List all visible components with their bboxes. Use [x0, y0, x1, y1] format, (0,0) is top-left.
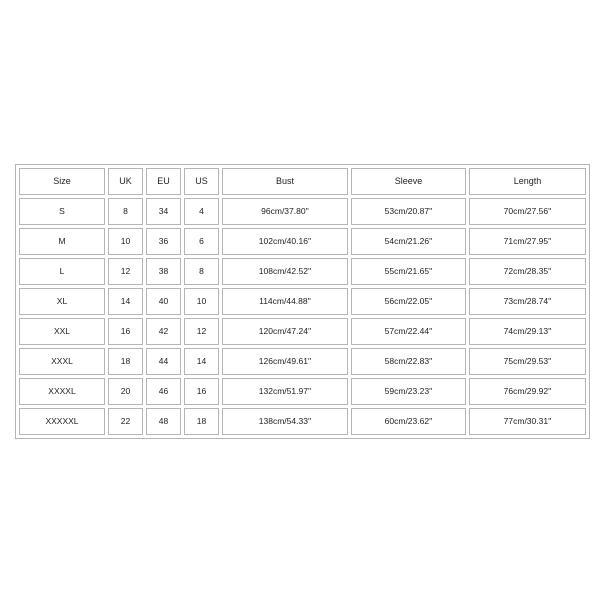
table-row	[19, 348, 586, 375]
us-cell: 8	[184, 258, 219, 285]
header-size: Size	[19, 168, 105, 195]
size-cell: XXXXL	[19, 378, 105, 405]
sleeve-cell: 56cm/22.05''	[351, 288, 466, 315]
sleeve-cell: 54cm/21.26''	[351, 228, 466, 255]
bust-cell: 138cm/54.33''	[222, 408, 348, 435]
table-row	[19, 228, 586, 255]
us-cell: 6	[184, 228, 219, 255]
header-uk: UK	[108, 168, 143, 195]
length-cell: 76cm/29.92''	[469, 378, 586, 405]
header-us: US	[184, 168, 219, 195]
header-eu: EU	[146, 168, 181, 195]
size-cell: XXXXXL	[19, 408, 105, 435]
eu-cell: 38	[146, 258, 181, 285]
uk-cell: 10	[108, 228, 143, 255]
size-cell: M	[19, 228, 105, 255]
length-cell: 74cm/29.13''	[469, 318, 586, 345]
bust-cell: 96cm/37.80''	[222, 198, 348, 225]
size-chart-table	[15, 164, 590, 439]
table-row	[19, 318, 586, 345]
uk-cell: 12	[108, 258, 143, 285]
eu-cell: 48	[146, 408, 181, 435]
table-row	[19, 258, 586, 285]
bust-cell: 132cm/51.97''	[222, 378, 348, 405]
eu-cell: 34	[146, 198, 181, 225]
length-cell: 70cm/27.56''	[469, 198, 586, 225]
uk-cell: 14	[108, 288, 143, 315]
header-bust: Bust	[222, 168, 348, 195]
size-cell: XXL	[19, 318, 105, 345]
length-cell: 75cm/29.53''	[469, 348, 586, 375]
bust-cell: 126cm/49.61''	[222, 348, 348, 375]
table-row	[19, 198, 586, 225]
eu-cell: 36	[146, 228, 181, 255]
length-cell: 77cm/30.31''	[469, 408, 586, 435]
table-row	[19, 288, 586, 315]
eu-cell: 42	[146, 318, 181, 345]
eu-cell: 46	[146, 378, 181, 405]
sleeve-cell: 58cm/22.83''	[351, 348, 466, 375]
uk-cell: 16	[108, 318, 143, 345]
bust-cell: 114cm/44.88''	[222, 288, 348, 315]
sleeve-cell: 60cm/23.62''	[351, 408, 466, 435]
sleeve-cell: 57cm/22.44''	[351, 318, 466, 345]
table-row	[19, 378, 586, 405]
us-cell: 16	[184, 378, 219, 405]
table-row	[19, 408, 586, 435]
size-cell: S	[19, 198, 105, 225]
uk-cell: 18	[108, 348, 143, 375]
size-cell: L	[19, 258, 105, 285]
length-cell: 71cm/27.95''	[469, 228, 586, 255]
header-length: Length	[469, 168, 586, 195]
header-sleeve: Sleeve	[351, 168, 466, 195]
eu-cell: 44	[146, 348, 181, 375]
eu-cell: 40	[146, 288, 181, 315]
length-cell: 73cm/28.74''	[469, 288, 586, 315]
bust-cell: 102cm/40.16''	[222, 228, 348, 255]
size-chart-body	[19, 168, 586, 435]
sleeve-cell: 55cm/21.65''	[351, 258, 466, 285]
size-cell: XXXL	[19, 348, 105, 375]
sleeve-cell: 53cm/20.87''	[351, 198, 466, 225]
us-cell: 4	[184, 198, 219, 225]
uk-cell: 8	[108, 198, 143, 225]
bust-cell: 108cm/42.52''	[222, 258, 348, 285]
us-cell: 18	[184, 408, 219, 435]
size-cell: XL	[19, 288, 105, 315]
us-cell: 10	[184, 288, 219, 315]
us-cell: 14	[184, 348, 219, 375]
header-row	[19, 168, 586, 195]
us-cell: 12	[184, 318, 219, 345]
length-cell: 72cm/28.35''	[469, 258, 586, 285]
sleeve-cell: 59cm/23.23''	[351, 378, 466, 405]
uk-cell: 22	[108, 408, 143, 435]
bust-cell: 120cm/47.24''	[222, 318, 348, 345]
uk-cell: 20	[108, 378, 143, 405]
